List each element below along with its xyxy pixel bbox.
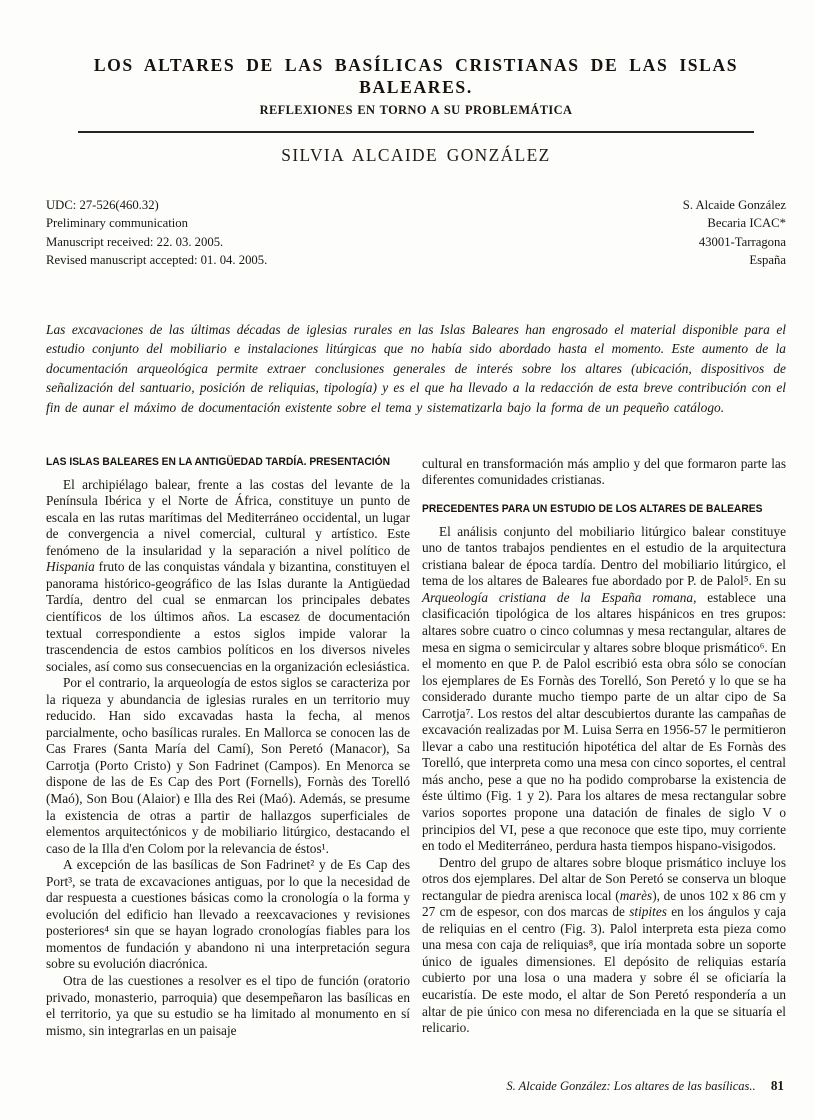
section-heading: PRECEDENTES PARA UN ESTUDIO DE LOS ALTARES DE BALEARES xyxy=(422,502,763,515)
header-divider xyxy=(78,131,754,133)
paragraph: Dentro del grupo de altares sobre bloque prismático incluye los otros dos ejemplares. Del altar de Son Peretó se conserva un bloque rectangular de piedra arenisca local (marès), de unos 102 x 86 cm y 27 cm de espesor, con dos marcas de stipites en los ángulos y caja de reliquias en el centro (Fig. 3). Palol interpreta esta pieza como una mesa con caja de reliquias⁸, que iría montada sobre un soporte único de iguales dimensiones. El depósito de reliquias estaría cubierto por una losa o una madera y sobre él se oficiaría la eucaristía. De este modo, el altar de Son Peretó respondería a un altar de pie único con mesa no diferenciada en la que se situaría el relicario. xyxy=(422,854,787,1036)
meta-line: Becaria ICAC* xyxy=(707,216,786,231)
page-footer xyxy=(506,1078,784,1094)
author-name: SILVIA ALCAIDE GONZÁLEZ xyxy=(281,145,551,165)
author-affiliation xyxy=(683,196,786,270)
paragraph: Otra de las cuestiones a resolver es el tipo de función (oratorio privado, monasterio, parroquia) que desempeñaron las basílicas en el territorio, ya que su estudio se ha limitado al monumento en sí mismo, sin integrarlas en un paisaje xyxy=(46,973,410,1038)
article-title: LOS ALTARES DE LAS BASÍLICAS CRISTIANAS DE LAS ISLAS BALEARES. xyxy=(93,55,739,97)
section-heading: LAS ISLAS BALEARES EN LA ANTIGÜEDAD TARDÍA. PRESENTACIÓN xyxy=(46,455,391,468)
paragraph: cultural en transformación más amplio y del que formaron parte las diferentes comunidades cristianas. xyxy=(422,455,786,488)
meta-line: S. Alcaide González xyxy=(682,198,786,212)
metadata-row xyxy=(46,196,786,270)
meta-line: Preliminary communication xyxy=(46,216,188,231)
article-body xyxy=(46,456,786,1040)
article-header xyxy=(46,54,786,166)
meta-line: España xyxy=(749,253,786,268)
meta-line: UDC: 27-526(460.32) xyxy=(46,198,159,212)
meta-line: Revised manuscript accepted: 01. 04. 2005. xyxy=(46,253,268,268)
publication-metadata xyxy=(46,196,267,270)
page-number: 81 xyxy=(770,1078,784,1093)
meta-line: Manuscript received: 22. 03. 2005. xyxy=(46,234,224,249)
meta-line: 43001-Tarragona xyxy=(698,234,786,249)
paragraph: El análisis conjunto del mobiliario litúrgico balear constituye uno de tantos trabajos pendientes en el estudio de la arquitectura cristiana balear de época tardía. Dentro del mobiliario litúrgico, el tema de los altares de Baleares fue abordado por P. de Palol⁵. En su Arqueología cristiana de la España romana, establece una clasificación tipológica de los altares hispánicos en tres grupos: altares sobre cuatro o cinco columnas y mesa rectangular, altares de mesa en sigma o semicircular y altares sobre bloque prismático⁶. En el momento en que P. de Palol escribió esta obra sólo se conocían los ejemplares de Es Fornàs des Torelló, Son Peretó y lo que se ha considerado durante mucho tiempo parte de un altar cipo de Sa Carrotja⁷. Los restos del altar descubiertos durante las campañas de excavación realizadas por M. Luisa Serra en 1956-57 le permitieron llevar a cabo una restitución hipotética del altar de Es Fornàs des Torelló, que interpreta como una mesa con cinco soportes, el central más ancho, pese a que no ha podido comprobarse la existencia de éste último (Fig. 1 y 2). Para los altares de mesa rectangular sobre varios soportes propone una datación de finales de siglo V o principios del VI, pese a que reconoce que este tipo, muy corriente en todo el Mediterráneo, perdura hasta tiempos hispano-visigodos. xyxy=(422,523,786,854)
paragraph: A excepción de las basílicas de Son Fadrinet² y de Es Cap des Port³, se trata de excavaciones antiguas, por lo que la necesidad de dar respuesta a cuestiones básicas como la cronología o la forma y evolución del edificio han llevado a reexcavaciones y revisiones posteriores⁴ sin que se hayan logrado cronologías fiables para los momentos de fundación y abandono ni una interpretación segura sobre su evolución diacrónica. xyxy=(46,857,410,972)
running-head: S. Alcaide González: Los altares de las basílicas.. xyxy=(506,1079,756,1093)
paragraph: El archipiélago balear, frente a las costas del levante de la Península Ibérica y el Norte de África, constituye un punto de escala en las rutas marítimas del Mediterráneo occidental, un lugar de convergencia a nivel comercial, cultural y artístico. Este fenómeno de la insularidad y la separación a nivel político de Hispania fruto de las conquistas vándala y bizantina, constituyen el panorama histórico-geográfico de las Islas durante la Antigüedad Tardía, dentro del cual se enmarcan los principales debates científicos de los últimos años. La escasez de documentación textual correspondiente a estos siglos impide valorar la trascendencia de estos cambios políticos en los diversos niveles sociales, así como sus consecuencias en la organización eclesiástica. xyxy=(46,476,410,674)
abstract-text: Las excavaciones de las últimas décadas de iglesias rurales en las Islas Baleares han engrosado el material disponible para el estudio conjunto del mobiliario e instalaciones litúrgicas que no había sido abordado hasta el momento. Este aumento de la documentación arqueológica permite extraer conclusiones generales de interés sobre los altares (ubicación, dispositivos de señalización del santuario, posición de reliquias, tipología) y es el que ha llevado a la redacción de esta breve contribución con el fin de aunar el máximo de documentación existente sobre el tema y sistematizarla bajo la forma de un pequeño catálogo. xyxy=(46,321,786,415)
column-right xyxy=(422,456,786,1040)
column-left xyxy=(46,456,410,1040)
paragraph: Por el contrario, la arqueología de estos siglos se caracteriza por la riqueza y abundancia de iglesias rurales en un territorio muy reducido. Han sido excavadas hasta la fecha, al menos parcialmente, ocho basílicas rurales. En Mallorca se conocen las de Cas Frares (Santa María del Camí), Son Peretó (Manacor), Sa Carrotja (Porto Cristo) y Son Fadrinet (Campos). En Menorca se dispone de las de Es Cap des Port (Fornells), Fornàs des Torelló (Maó), Son Bou (Alaior) e Illa des Rei (Maó). Además, se presume la existencia de otras a partir de hallazgos superficiales de elementos arquitectónicos y de mobiliario litúrgico, destacando el caso de la Illa d'en Colom por la relevancia de éstos¹. xyxy=(46,675,410,856)
article-subtitle: REFLEXIONES EN TORNO A SU PROBLEMÁTICA xyxy=(259,103,573,117)
